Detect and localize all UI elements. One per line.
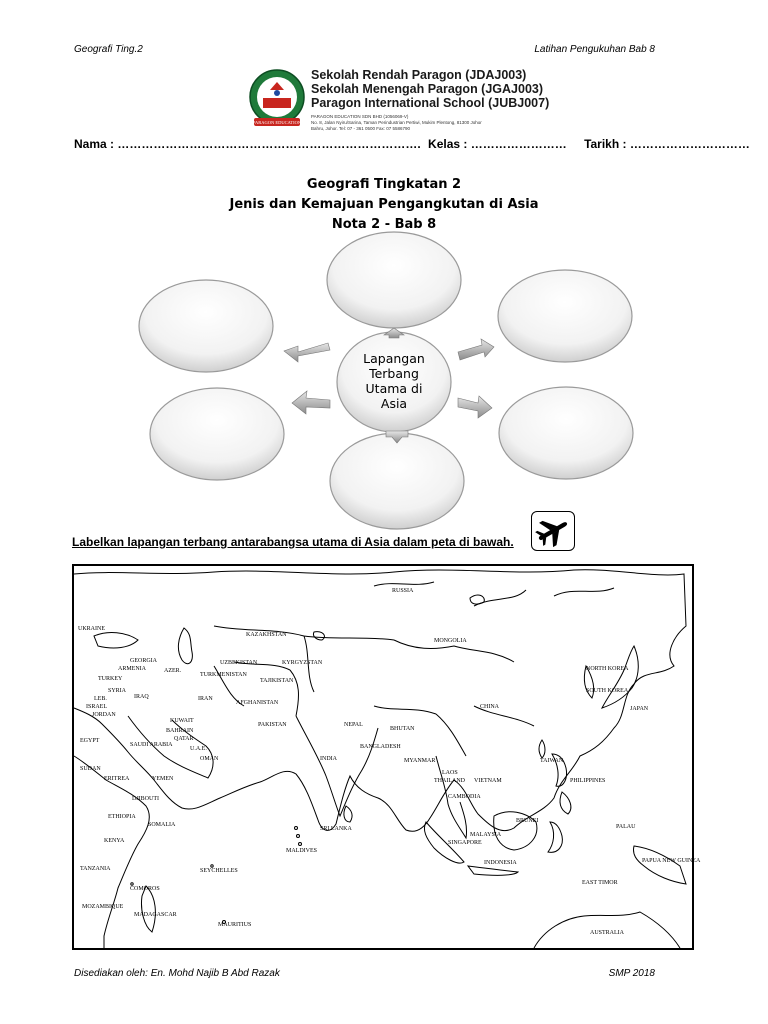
title-line-2: Jenis dan Kemajuan Pengangkutan di Asia [229,197,539,212]
map-label-azer: AZER. [164,668,182,674]
map-label-australia: AUSTRALIA [590,930,624,936]
map-label-papua-new-guinea: PAPUA NEW GUINEA [642,858,701,864]
map-label-nepal: NEPAL [344,722,363,728]
center-line-4: Asia [380,396,408,411]
nama-field[interactable]: Nama : …………………………………………………………………. [74,137,421,151]
map-label-mauritius: MAURITIUS [218,922,252,928]
arrow-upper-left [284,343,330,362]
map-label-saudi-arabia: SAUDI ARABIA [130,742,173,748]
map-label-bhutan: BHUTAN [390,726,415,732]
map-label-ethiopia: ETHIOPIA [108,814,136,820]
map-label-oman: OMAN [200,756,219,762]
map-label-djibouti: DJIBOUTI [132,796,159,802]
school-address-3: Bahru, Johor. Tel: 07 - 361 0500 Fax: 07 5586790 [311,126,410,131]
map-label-vietnam: VIETNAM [474,778,502,784]
map-label-maldives: MALDIVES [286,848,317,854]
school-address-2: No. 8, Jalan Nyiru/Sarina, Taman Perindustrian Pertiwi, Mukim Plentong, 81300 Johor [311,120,482,125]
map-label-eritrea: ERITREA [104,776,130,782]
header-left: Geografi Ting.2 [74,44,143,55]
form-fields [74,137,750,151]
asia-map [72,564,701,950]
map-label-syria: SYRIA [108,688,127,694]
map-label-laos: LAOS [442,770,458,776]
airplane-icon-box [531,511,575,551]
map-label-pakistan: PAKISTAN [258,722,287,728]
map-label-georgia: GEORGIA [130,658,157,664]
map-label-palau: PALAU [616,824,636,830]
map-label-iraq: IRAQ [134,694,149,700]
map-label-comoros: COMOROS [130,886,160,892]
center-line-1: Lapangan [363,351,425,366]
map-label-russia: RUSSIA [392,588,414,594]
logo-motto: PARAGON EDUCATION [252,120,302,125]
bubble-top-left[interactable] [139,280,273,372]
map-label-singapore: SINGAPORE [448,840,482,846]
center-line-2: Terbang [369,366,419,381]
map-label-jordan: JORDAN [92,712,116,718]
map-label-yemen: YEMEN [152,776,174,782]
map-label-sudan: SUDAN [80,766,101,772]
asia-map-svg [74,566,701,948]
bubble-diagram [0,240,768,530]
map-label-tajikistan: TAJIKISTAN [260,678,294,684]
center-line-3: Utama di [365,381,423,396]
school-logo [248,68,306,130]
map-label-taiwan: TAIWAN [540,758,564,764]
map-label-bahrain: BAHRAIN [166,728,194,734]
map-label-north-korea: NORTH KOREA [586,666,629,672]
title-line-3: Nota 2 - Bab 8 [331,217,437,232]
footer-right: SMP 2018 [608,968,655,979]
map-label-philippines: PHILIPPINES [570,778,606,784]
map-label-cambodia: CAMBODIA [448,794,481,800]
map-label-israel: ISRAEL [86,704,107,710]
map-label-tanzania: TANZANIA [80,866,111,872]
bubble-bottom-left[interactable] [150,388,284,480]
map-label-iran: IRAN [198,696,213,702]
arrow-lower-right [458,396,492,418]
map-label-myanmar: MYANMAR [404,758,436,764]
map-label-armenia: ARMENIA [118,666,146,672]
map-label-thailand: THAILAND [434,778,465,784]
map-label-seychelles: SEYCHELLES [200,868,238,874]
map-label-japan: JAPAN [630,706,649,712]
school-name-2: Sekolah Menengah Paragon (JGAJ003) [311,82,544,96]
map-label-afghanistan: AFGHANISTAN [236,700,279,706]
map-label-mozambique: MOZAMBIQUE [82,904,124,910]
instruction-text: Labelkan lapangan terbang antarabangsa utama di Asia dalam peta di bawah. [72,535,514,549]
bubble-top[interactable] [327,232,461,328]
airplane-icon [532,512,574,550]
map-label-leb: LEB. [94,696,107,702]
map-label-ukraine: UKRAINE [78,626,105,632]
map-label-kazakhstan: KAZAKHSTAN [246,632,287,638]
bubble-bottom-right[interactable] [499,387,633,479]
map-label-sri-lanka: SRI LANKA [320,826,352,832]
map-label-kenya: KENYA [104,838,125,844]
map-label-mongolia: MONGOLIA [434,638,467,644]
arrow-upper-right [458,339,494,360]
map-label-south-korea: SOUTH KOREA [586,688,629,694]
map-label-east-timor: EAST TIMOR [582,880,618,886]
map-label-brunei: BRUNEI [516,818,539,824]
map-label-kyrgyzstan: KYRGYZSTAN [282,660,323,666]
arrow-lower-left [292,391,330,414]
map-label-qatar: QATAR [174,736,194,742]
bubble-top-right[interactable] [498,270,632,362]
footer-left: Disediakan oleh: En. Mohd Najib B Abd Razak [74,968,280,979]
map-label-uae: U.A.E. [190,746,207,752]
map-label-turkey: TURKEY [98,676,123,682]
school-name-1: Sekolah Rendah Paragon (JDAJ003) [311,68,527,82]
map-label-malaysia: MALAYSIA [470,832,502,838]
school-name-3: Paragon International School (JUBJ007) [311,96,550,110]
map-label-kuwait: KUWAIT [170,718,194,724]
map-label-turkmenistan: TURKMENISTAN [200,672,247,678]
map-label-uzbekistan: UZBEKISTAN [220,660,258,666]
map-label-egypt: EGYPT [80,738,100,744]
header-right: Latihan Pengukuhan Bab 8 [534,44,655,55]
school-address-1: PARAGON EDUCATION SDN BHD (1056069-V) [311,114,409,119]
map-label-bangladesh: BANGLADESH [360,744,401,750]
map-label-india: INDIA [320,756,337,762]
bubble-bottom[interactable] [330,433,464,529]
tarikh-field[interactable]: Tarikh : ………………………… [584,137,750,151]
map-label-indonesia: INDONESIA [484,860,517,866]
kelas-field[interactable]: Kelas : …………………… [428,137,567,151]
map-label-somalia: SOMALIA [148,822,176,828]
map-label-china: CHINA [480,704,499,710]
map-label-madagascar: MADAGASCAR [134,912,177,918]
title-line-1: Geografi Tingkatan 2 [306,177,462,192]
